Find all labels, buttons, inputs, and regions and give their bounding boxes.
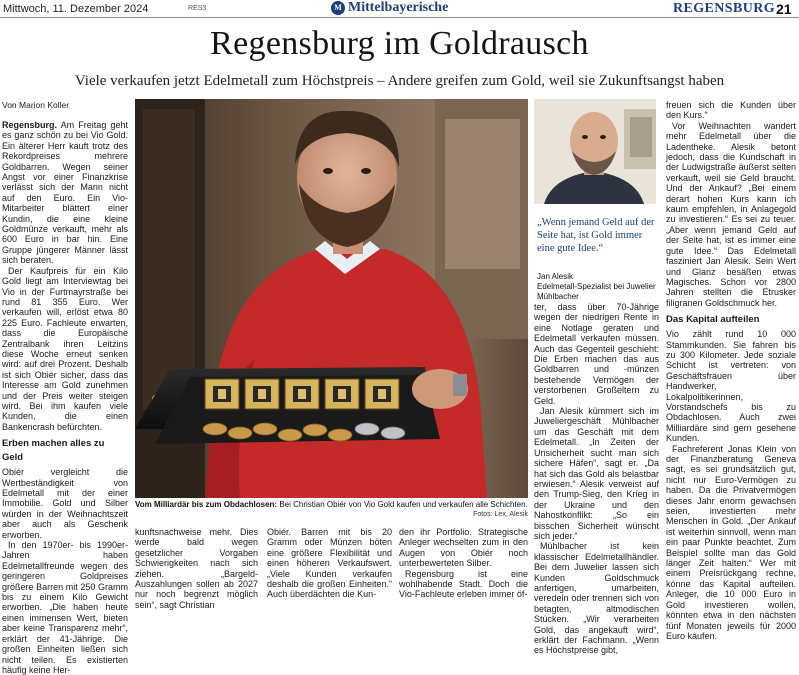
paragraph: Obiér. Barren mit bis 20 Gramm oder Münzen böten eine größere Flexibilität und einen höheren Verkaufswert. „Viele Kunden verkaufen deshalb die großen Einheiten.“ Auch überdächten die Kun- [267, 527, 392, 600]
brand-name: Mittelbayerische [348, 0, 449, 15]
quote-author-name: Jan Alesik [537, 272, 574, 281]
newspaper-brand [331, 0, 448, 16]
article-column-5 [666, 100, 796, 641]
section-title: REGENSBURG [673, 1, 776, 16]
paragraph [2, 120, 128, 266]
paragraph: Der Kaufpreis für ein Kilo Gold liegt am Interviewtag bei Vio in der Furtmayrstraße bei rund 81 355 Euro. Wer verkaufen will, erlöst etwa 80 225 Euro. Fachleute erwarten, dass die Europäische Zentralbank ihren Leitzins diese Woche erneut senken wird: auf drei Prozent. Deshalb ist sich Obiér sicher, dass das Interesse am Gold zunehmen und der Preis weiter steigen wird. Bei ihm kaufen viele Kunden, die einen Bankencrash befürchten. [2, 265, 128, 432]
paragraph: Fachreferent Jonas Klein von der Finanzberatung Geneva sagt, es sei grundsätzlich gut, nicht nur Euro-Vermögen zu haben. Da die Privatvermögen dieses Jahr enorm gewachsen seien, investierten mehr Menschen in Gold. „Der Ankauf ist weiterhin sinnvoll, wenn man ein paar Punkte beachtet. Zum Beispiel sollte man das Gold länger Zeit halten.“ Wer mit einem Preisrückgang rechne, könne das Kapital aufteilen. Anleger, die 10 000 Euro in Gold investieren wollen, könnten etwa in den nächsten fünf Monaten jeweils für 2000 Euro kaufen. [666, 443, 796, 641]
photo-gold-dealer [135, 99, 528, 498]
issue-date: Mittwoch, 11. Dezember 2024 [3, 3, 149, 15]
portrait-photo [534, 99, 656, 204]
article-column-1 [2, 100, 128, 675]
brand-logo-icon: M [331, 1, 345, 15]
paragraph: In den 1970er- bis 1990er-Jahren haben Edelmetallfreunde wegen des geringeren Goldpreises größere Barren mit 250 Gramm bis zu einem Kilo Gewicht erworben. „Die haben heute einen immensen Wert, bieten aber keine Transparenz mehr“, erklärt der 41-Jährige. Die großen Einheiten ließen sich nicht teilen. Es existierten häufig keine Her- [2, 540, 128, 675]
quote-author-role: Edelmetall-Spezialist bei Juwelier Mühlbacher [537, 282, 656, 301]
article-column-3 [267, 527, 392, 613]
paragraph: Regensburg ist eine wohlhabende Stadt. Doch die Vio-Fachleute erleben immer öf- [399, 568, 528, 600]
paragraph: kunftsnachweise mehr. Dies werde bald wegen gesetzlicher Vorgaben Schwierigkeiten nach sich ziehen. „Bargeld-Auszahlungen sollen ab 2027 nur noch begrenzt möglich sein“, sagt Christian [135, 527, 258, 610]
article-column-2 [135, 527, 258, 613]
main-photo [135, 99, 528, 498]
article-subheadline: Viele verkaufen jetzt Edelmetall zum Höchstpreis – Andere greifen zum Gold, weil sie Zukunftsangst haben [74, 73, 725, 89]
page-header [0, 0, 799, 18]
paragraph: freuen sich die Kunden über den Kurs.“ [666, 100, 796, 121]
paragraph-text: Am Freitag geht es ganz schön zu bei Vio Gold. Ein älterer Herr kauft trotz des Rekordpreises mehrere Goldbarren. Wegen seiner Angst vor einer Finanzkrise verlässt sich der Mann nicht auf den Euro. Ein Vio-Mitarbeiter blättert einer Kundin, die eine kleine Goldmünze verkauft, mehr als 600 Euro in bar hin. Eine Gruppe jüngerer Männer lässt sich beraten. [2, 120, 128, 266]
subheading: Das Kapital aufteilen [666, 314, 760, 326]
article-column-4-bottom [399, 527, 528, 613]
subheading: Erben machen alles zu Geld [2, 438, 105, 464]
paragraph: Vor Weihnachten wandert mehr Edelmetall über die Ladentheke. Alesik betont jedoch, dass die Kundschaft in der Ludwigstraße äußerst selten verkauft, weil sie Geld braucht. Und der Ankauf? „Bei einem derart hohen Kurs kann ich kaum empfehlen, in Anlagegold zu investieren.“ Es sei zu teuer. „Aber wenn jemand Geld auf der Seite hat, ist es immer eine gute Idee.“ Das Edelmetall fasziniert Jan Alesik. Sein Wert und Glanz besäßen etwas Magisches. Schon vor 2800 Jahren stellten die Etrusker filigranen Goldschmuck her. [666, 120, 796, 308]
photo-credit: Fotos: Lex, Alesik [473, 511, 528, 518]
dateline: Regensburg. [2, 120, 58, 130]
edition-code: RES3 [188, 5, 207, 12]
caption-text: Bei Christian Obiér von Vio Gold kaufen und verkaufen alle Schichten. [277, 500, 528, 509]
caption-lead: Vom Milliardär bis zum Obdachlosen: [135, 500, 278, 509]
article-headline: Regensburg im Goldrausch [210, 25, 589, 62]
paragraph: Obiér vergleicht die Wertbeständigkeit von Edelmetall mit der einer Immobilie. Gold und Silber würden in der Weihnachtszeit aber auch als Geschenk erworben. [2, 467, 128, 540]
byline: Von Marion Koller [2, 100, 70, 110]
paragraph: Mühlbacher ist kein klassischer Edelmetallhändler. Bei dem Juwelier lassen sich Kunden Goldschmuck anfertigen, umarbeiten, veredeln oder trennen sich von betagten, altmodischen Stücken. „Wir verarbeiten Gold, das angekauft wird“, erklärt der Fachmann. „Wenn es Höchstpreise gibt, [534, 541, 659, 656]
pull-quote: „Wenn jemand Geld auf der Seite hat, ist Gold immer eine gute Idee.“ [537, 217, 655, 254]
portrait-jan-alesik [534, 99, 656, 204]
paragraph: den ihr Portfolio. Strategische Anleger wechselten zum in den Augen von Obiér noch unterbewerteten Silber. [399, 527, 528, 569]
paragraph: ter, dass über 70-Jährige wegen der niedrigen Rente in eine Notlage geraten und Edelmetall verkaufen müssen. Auch das Gegenteil geschieht: Die Erben machen das aus Goldbarren und -münzen bestehende Vermögen der verstorbenen Großeltern zu Geld. [534, 302, 659, 406]
photo-caption [135, 500, 528, 518]
article-column-4 [534, 302, 659, 656]
page-number: 21 [776, 1, 792, 17]
quote-attribution [537, 272, 659, 302]
paragraph: Vio zählt rund 10 000 Stammkunden. Sie fahren bis zu 300 Kilometer. Jede soziale Schicht ist vertreten: von Geschäftsfrauen über Handwerker, Lokalpolitikerinnen, Vorstandschefs bis zu Obdachlosen. Auch zwei Milliardäre sind gern gesehene Kunden. [666, 329, 796, 444]
paragraph: Jan Alesik kümmert sich im Juweliergeschäft Mühlbacher um das Geschäft mit dem Edelmetall. „In Zeiten der Unsicherheit sucht man sich sichere Häfen“, sagt er. „Da hat sich das Gold als belastbar erwiesen.“ Alesik verweist auf den Trump-Sieg, den Krieg in der Ukraine und den Nahostkonflikt: „So ein bisschen Sicherheit wünscht sich jeder.“ [534, 406, 659, 541]
